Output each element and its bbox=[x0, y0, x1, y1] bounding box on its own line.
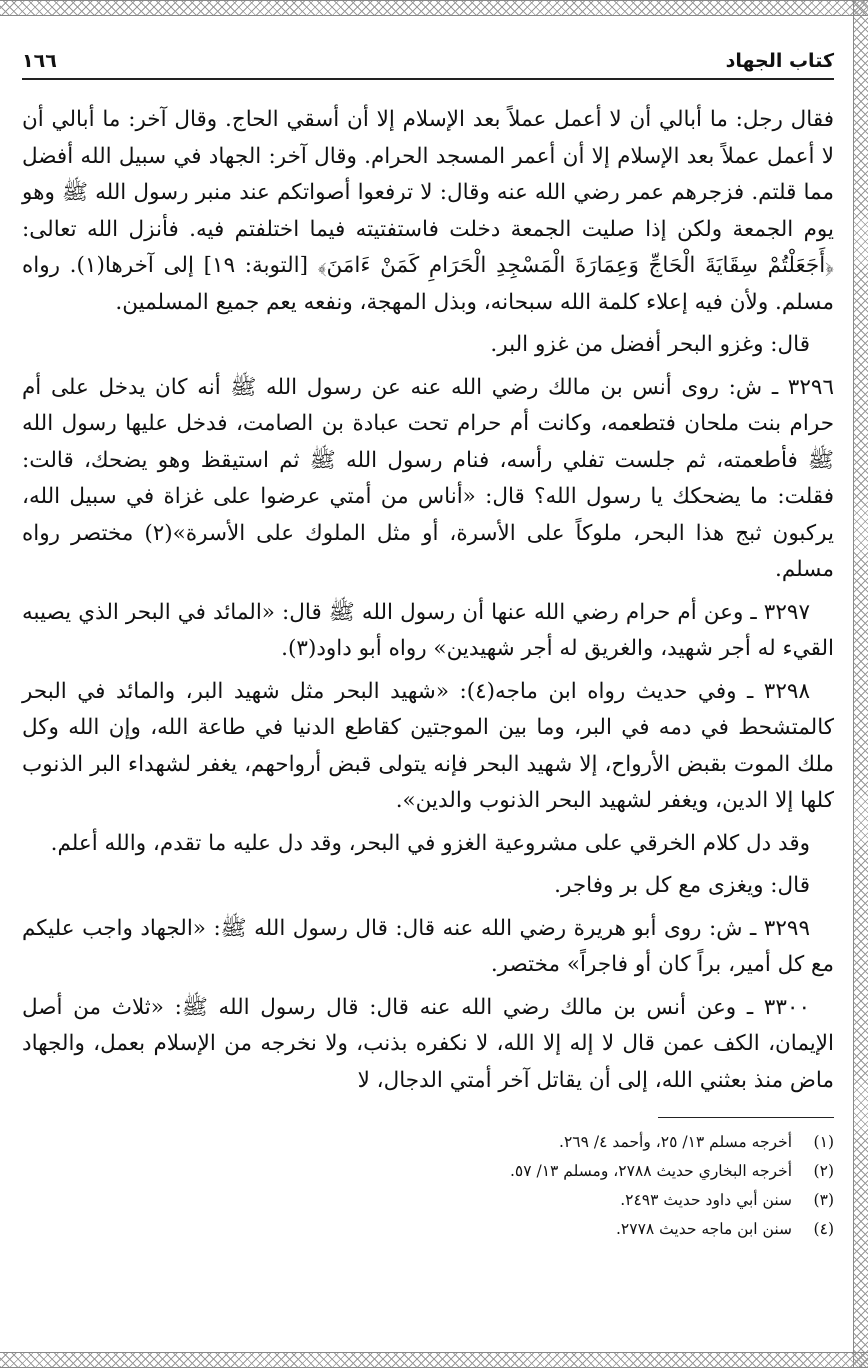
book-title: كتاب الجهاد bbox=[725, 50, 834, 72]
paragraph: ٣٢٩٧ ـ وعن أم حرام رضي الله عنها أن رسول الله ﷺ قال: «المائد في البحر الذي يصيبه القيء له أجر شهيد، والغريق له أجر شهيدين» رواه أبو داود(٣). bbox=[22, 599, 834, 661]
paragraph: وقد دل كلام الخرقي على مشروعية الغزو في البحر، وقد دل عليه ما تقدم، والله أعلم. bbox=[50, 830, 810, 856]
footnote-text: سنن ابن ماجه حديث ٢٧٧٨. bbox=[615, 1220, 792, 1238]
footnote-divider bbox=[658, 1117, 834, 1118]
footnote bbox=[22, 1128, 834, 1157]
decorative-border-bottom bbox=[0, 1352, 868, 1368]
footnote-text: سنن أبي داود حديث ٢٤٩٣. bbox=[620, 1191, 792, 1209]
footnote-number: (٢) bbox=[813, 1162, 834, 1180]
decorative-border-top bbox=[0, 0, 868, 16]
footnote-number: (١) bbox=[813, 1133, 834, 1151]
body-text bbox=[22, 102, 834, 1099]
decorative-border-right bbox=[853, 0, 868, 1368]
paragraph: ٣٢٩٩ ـ ش: روى أبو هريرة رضي الله عنه قال: قال رسول الله ﷺ: «الجهاد واجب عليكم مع كل أمير، براً كان أو فاجراً» مختصر. bbox=[22, 915, 834, 977]
paragraph: ٣٢٩٨ ـ وفي حديث رواه ابن ماجه(٤): «شهيد البحر مثل شهيد البر، والمائد في البحر كالمتشحط في دمه في البر، وما بين الموجتين كقاطع الدنيا في طاعة الله، وإن الله وكل ملك الموت بقبض الأرواح، إلا شهيد البحر فإنه يتولى قبض أرواحهم، يغفر لشهداء البر الذنوب كلها إلا الدين، ويغفر لشهيد البحر الذنوب والدين». bbox=[22, 678, 834, 813]
footnote-text: أخرجه البخاري حديث ٢٧٨٨، ومسلم ١٣/ ٥٧. bbox=[509, 1162, 792, 1180]
footnote bbox=[22, 1186, 834, 1215]
paragraph: فقال رجل: ما أبالي أن لا أعمل عملاً بعد الإسلام إلا أن أسقي الحاج. وقال آخر: ما أبالي أن لا أعمل عملاً بعد الإسلام إلا أن أعمر المسجد الحرام. وقال آخر: الجهاد في سبيل الله أفضل مما قلتم. فزجرهم عمر رضي الله عنه وقال: لا ترفعوا أصواتكم عند منبر رسول الله ﷺ وهو يوم الجمعة ولكن إذا صليت الجمعة دخلت فاستفتيته فيما اختلفتم فيه. فأنزل الله تعالى: ﴿أَجَعَلْتُمْ سِقَايَةَ الْحَاجِّ وَعِمَارَةَ الْمَسْجِدِ الْحَرَامِ كَمَنْ ءَامَنَ﴾ [التوبة: ١٩] إلى آخرها(١). رواه مسلم. ولأن فيه إعلاء كلمة الله سبحانه، وبذل المهجة، ونفعه يعم جميع المسلمين. bbox=[22, 107, 835, 315]
paragraph: ٣٣٠٠ ـ وعن أنس بن مالك رضي الله عنه قال: قال رسول الله ﷺ: «ثلاث من أصل الإيمان، الكف عمن قال لا إله إلا الله، لا نكفره بذنب، ولا نخرجه من الإسلام بعمل، والجهاد ماض منذ بعثني الله، إلى أن يقاتل آخر أمتي الدجال، لا bbox=[22, 994, 834, 1093]
page-header bbox=[22, 28, 834, 80]
footnote bbox=[22, 1157, 834, 1186]
page-number: ١٦٦ bbox=[22, 50, 57, 72]
footnote-number: (٣) bbox=[813, 1191, 834, 1209]
book-page bbox=[22, 28, 834, 1348]
paragraph: ٣٢٩٦ ـ ش: روى أنس بن مالك رضي الله عنه عن رسول الله ﷺ أنه كان يدخل على أم حرام بنت ملحان فتطعمه، وكانت أم حرام تحت عبادة بن الصامت، فدخل عليها رسول الله ﷺ فأطعمته، ثم جلست تفلي رأسه، فنام رسول الله ﷺ ثم استيقظ وهو يضحك، قالت: فقلت: ما يضحكك يا رسول الله؟ قال: «أناس من أمتي عرضوا على غزاة في سبيل الله، يركبون ثبج هذا البحر، ملوكاً على الأسرة، أو مثل الملوك على الأسرة»(٢) مختصر رواه مسلم. bbox=[22, 374, 835, 582]
footnote bbox=[22, 1215, 834, 1244]
footnote-text: أخرجه مسلم ١٣/ ٢٥، وأحمد ٤/ ٢٦٩. bbox=[559, 1133, 792, 1151]
footnotes bbox=[22, 1128, 834, 1244]
paragraph: قال: وغزو البحر أفضل من غزو البر. bbox=[490, 332, 810, 357]
footnote-number: (٤) bbox=[813, 1220, 834, 1238]
paragraph: قال: ويغزى مع كل بر وفاجر. bbox=[554, 873, 810, 898]
